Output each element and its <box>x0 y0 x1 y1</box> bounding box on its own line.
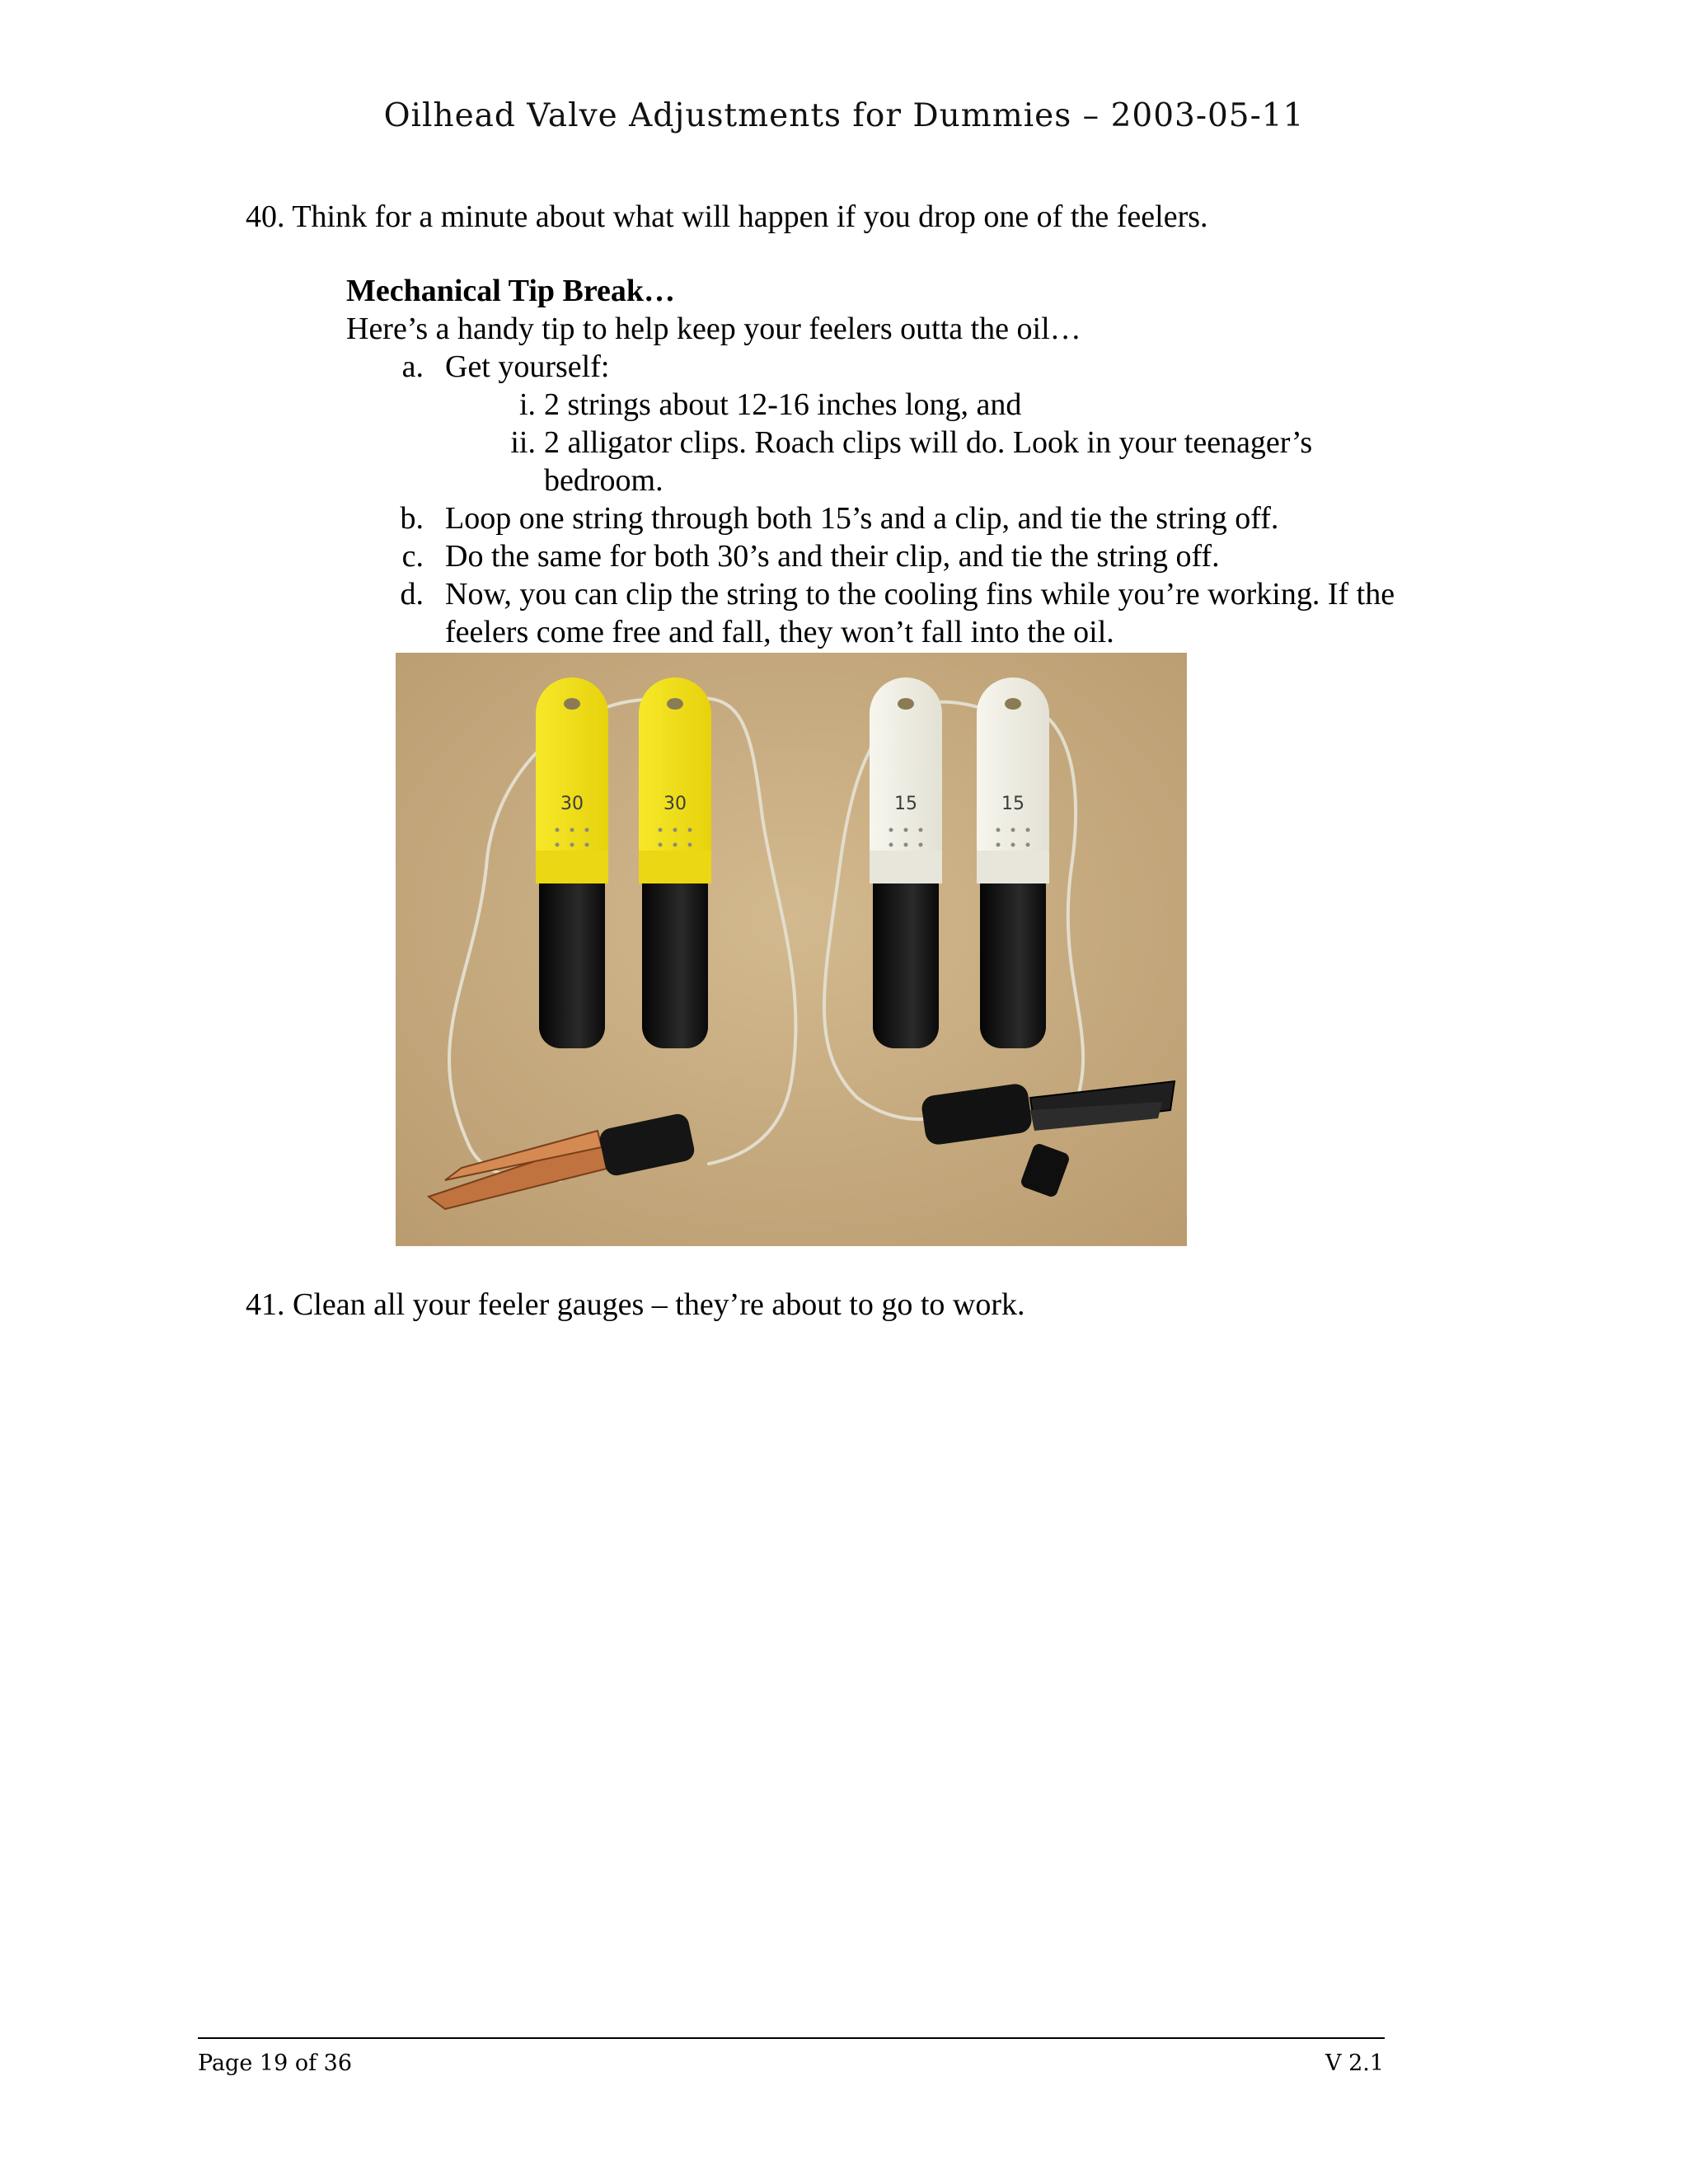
gauge-hole <box>898 698 914 710</box>
sublist-item-text: 2 strings about 12-16 inches long, and <box>544 387 1022 422</box>
gauge-blade <box>642 859 708 1048</box>
mechanical-tip <box>346 272 1500 651</box>
gauge-dot-marking <box>673 843 678 847</box>
gauge-blade <box>539 859 605 1048</box>
list-marker: a. <box>401 349 424 384</box>
sublist-item-ii <box>346 424 1500 499</box>
tip-intro: Here’s a handy tip to help keep your feelers outta the oil… <box>346 312 1081 346</box>
list-item-text: Loop one string through both 15’s and a clip, and tie the string off. <box>445 501 1279 536</box>
gauge-label: 15 <box>1001 794 1025 814</box>
gauge-dot-marking <box>556 828 560 832</box>
sublist-marker: ii. <box>510 425 536 460</box>
feeler-gauge-1 <box>536 677 608 1048</box>
gauge-hole <box>564 698 580 710</box>
gauge-dot-marking <box>659 843 663 847</box>
footer-page-number: Page 19 of 36 <box>198 2050 353 2076</box>
gauge-dot-marking <box>688 828 692 832</box>
list-item-text-continued: feelers come free and fall, they won’t fall into the oil. <box>445 615 1114 649</box>
sublist-item-text: 2 alligator clips. Roach clips will do. Look in your teenager’s <box>544 425 1313 460</box>
gauge-handle-base <box>639 851 711 883</box>
list-item-d <box>346 575 1500 651</box>
footer-version: V 2.1 <box>1325 2050 1385 2076</box>
gauge-dot-marking <box>904 828 908 832</box>
gauge-dot-marking <box>996 843 1001 847</box>
gauge-hole <box>1005 698 1021 710</box>
gauge-handle-base <box>977 851 1049 883</box>
gauge-dot-marking <box>556 843 560 847</box>
gauge-dot-marking <box>889 828 893 832</box>
gauge-dot-marking <box>1026 828 1030 832</box>
list-marker: b. <box>400 501 424 536</box>
list-marker: d. <box>400 577 424 612</box>
sublist-marker: i. <box>518 387 536 422</box>
feeler-gauge-2 <box>639 677 711 1048</box>
step-number: 40. <box>246 199 285 234</box>
list-item-b <box>346 499 1500 537</box>
gauge-blade <box>980 859 1046 1048</box>
list-item-c <box>346 537 1500 575</box>
gauge-dot-marking <box>585 843 589 847</box>
gauge-dot-marking <box>889 843 893 847</box>
tip-heading: Mechanical Tip Break… <box>346 274 676 308</box>
list-item-text: Do the same for both 30’s and their clip, and tie the string off. <box>445 539 1220 574</box>
feeler-gauge-4 <box>977 677 1049 1048</box>
step-40 <box>246 198 1208 236</box>
gauge-dot-marking <box>570 828 574 832</box>
gauge-dot-marking <box>1026 843 1030 847</box>
gauge-dot-marking <box>688 843 692 847</box>
sublist-item-i <box>346 386 1500 424</box>
gauge-label: 30 <box>663 794 687 814</box>
gauge-blade <box>873 859 939 1048</box>
gauge-dot-marking <box>904 843 908 847</box>
feeler-gauge-3 <box>870 677 942 1048</box>
gauge-dot-marking <box>659 828 663 832</box>
step-text: Clean all your feeler gauges – they’re about to go to work. <box>293 1287 1025 1322</box>
gauge-dot-marking <box>1011 843 1015 847</box>
gauge-dot-marking <box>919 843 923 847</box>
gauge-label: 15 <box>894 794 917 814</box>
step-text: Think for a minute about what will happen if you drop one of the feelers. <box>292 199 1208 234</box>
gauge-handle-base <box>536 851 608 883</box>
gauge-label: 30 <box>560 794 584 814</box>
footer-divider <box>198 2037 1385 2039</box>
gauge-dot-marking <box>673 828 678 832</box>
step-41 <box>246 1286 1025 1324</box>
sublist-item-text-continued: bedroom. <box>544 463 663 498</box>
gauge-dot-marking <box>585 828 589 832</box>
list-item-text: Get yourself: <box>445 349 610 384</box>
step-number: 41. <box>246 1287 285 1322</box>
list-item-text: Now, you can clip the string to the cooling fins while you’re working. If the <box>445 577 1395 612</box>
gauge-hole <box>667 698 683 710</box>
gauge-handle-base <box>870 851 942 883</box>
list-item-a <box>346 348 1500 386</box>
gauge-dot-marking <box>570 843 574 847</box>
gauge-dot-marking <box>919 828 923 832</box>
gauge-dot-marking <box>996 828 1001 832</box>
header-title: Oilhead Valve Adjustments for Dummies – 2003-05-11 <box>383 97 1305 134</box>
gauge-dot-marking <box>1011 828 1015 832</box>
feeler-gauges-photo <box>396 653 1187 1246</box>
list-marker: c. <box>401 539 424 574</box>
feeler-gauges-illustration <box>396 653 1187 1246</box>
